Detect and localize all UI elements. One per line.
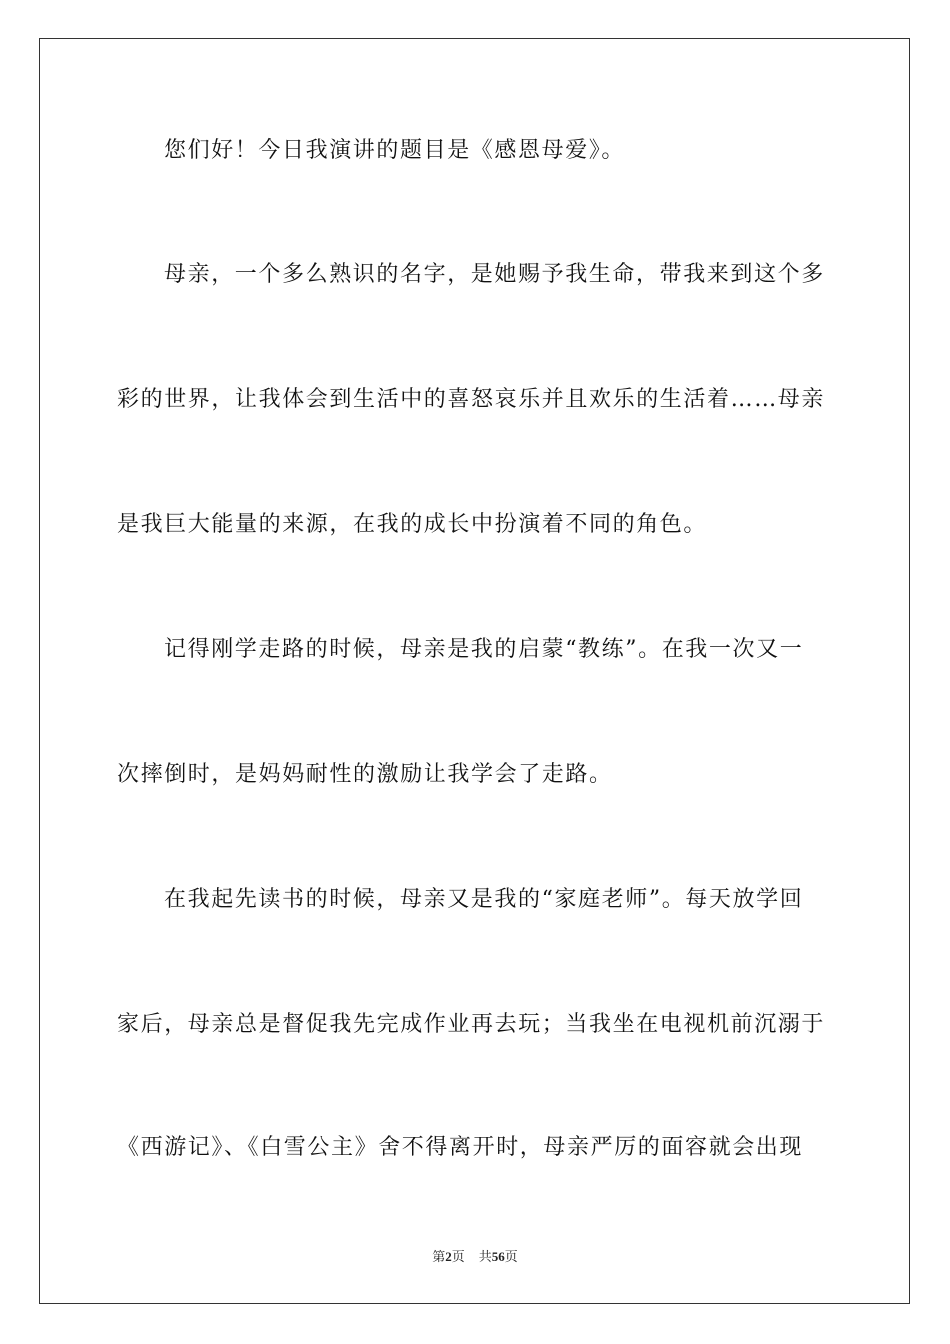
- page-border: [39, 38, 910, 1304]
- paragraph-4-line-2: 家后，母亲总是督促我先完成作业再去玩；当我坐在电视机前沉溺于: [117, 1012, 826, 1037]
- page-number: 2: [445, 1249, 452, 1264]
- paragraph-2-line-2: 彩的世界，让我体会到生活中的喜怒哀乐并且欢乐的生活着……母亲: [117, 387, 826, 412]
- paragraph-3-line-1: 记得刚学走路的时候，母亲是我的启蒙“教练”。在我一次又一: [164, 637, 804, 662]
- page-footer: [0, 1248, 950, 1266]
- paragraph-4-line-1: 在我起先读书的时候，母亲又是我的“家庭老师”。每天放学回: [164, 887, 804, 912]
- paragraph-4-line-3: 《西游记》、《白雪公主》舍不得离开时，母亲严厉的面容就会出现: [117, 1135, 804, 1160]
- paragraph-3-line-2: 次摔倒时，是妈妈耐性的激励让我学会了走路。: [117, 762, 613, 787]
- total-prefix: 共: [478, 1249, 492, 1264]
- page-suffix: 页: [451, 1249, 465, 1264]
- paragraph-1-line-1: 您们好！今日我演讲的题目是《感恩母爱》。: [164, 138, 626, 163]
- paragraph-2-line-3: 是我巨大能量的来源，在我的成长中扮演着不同的角色。: [117, 512, 708, 537]
- paragraph-2-line-1: 母亲，一个多么熟识的名字，是她赐予我生命，带我来到这个多: [164, 262, 825, 287]
- total-pages: 56: [491, 1249, 505, 1264]
- total-suffix: 页: [504, 1249, 518, 1264]
- page-prefix: 第: [432, 1249, 446, 1264]
